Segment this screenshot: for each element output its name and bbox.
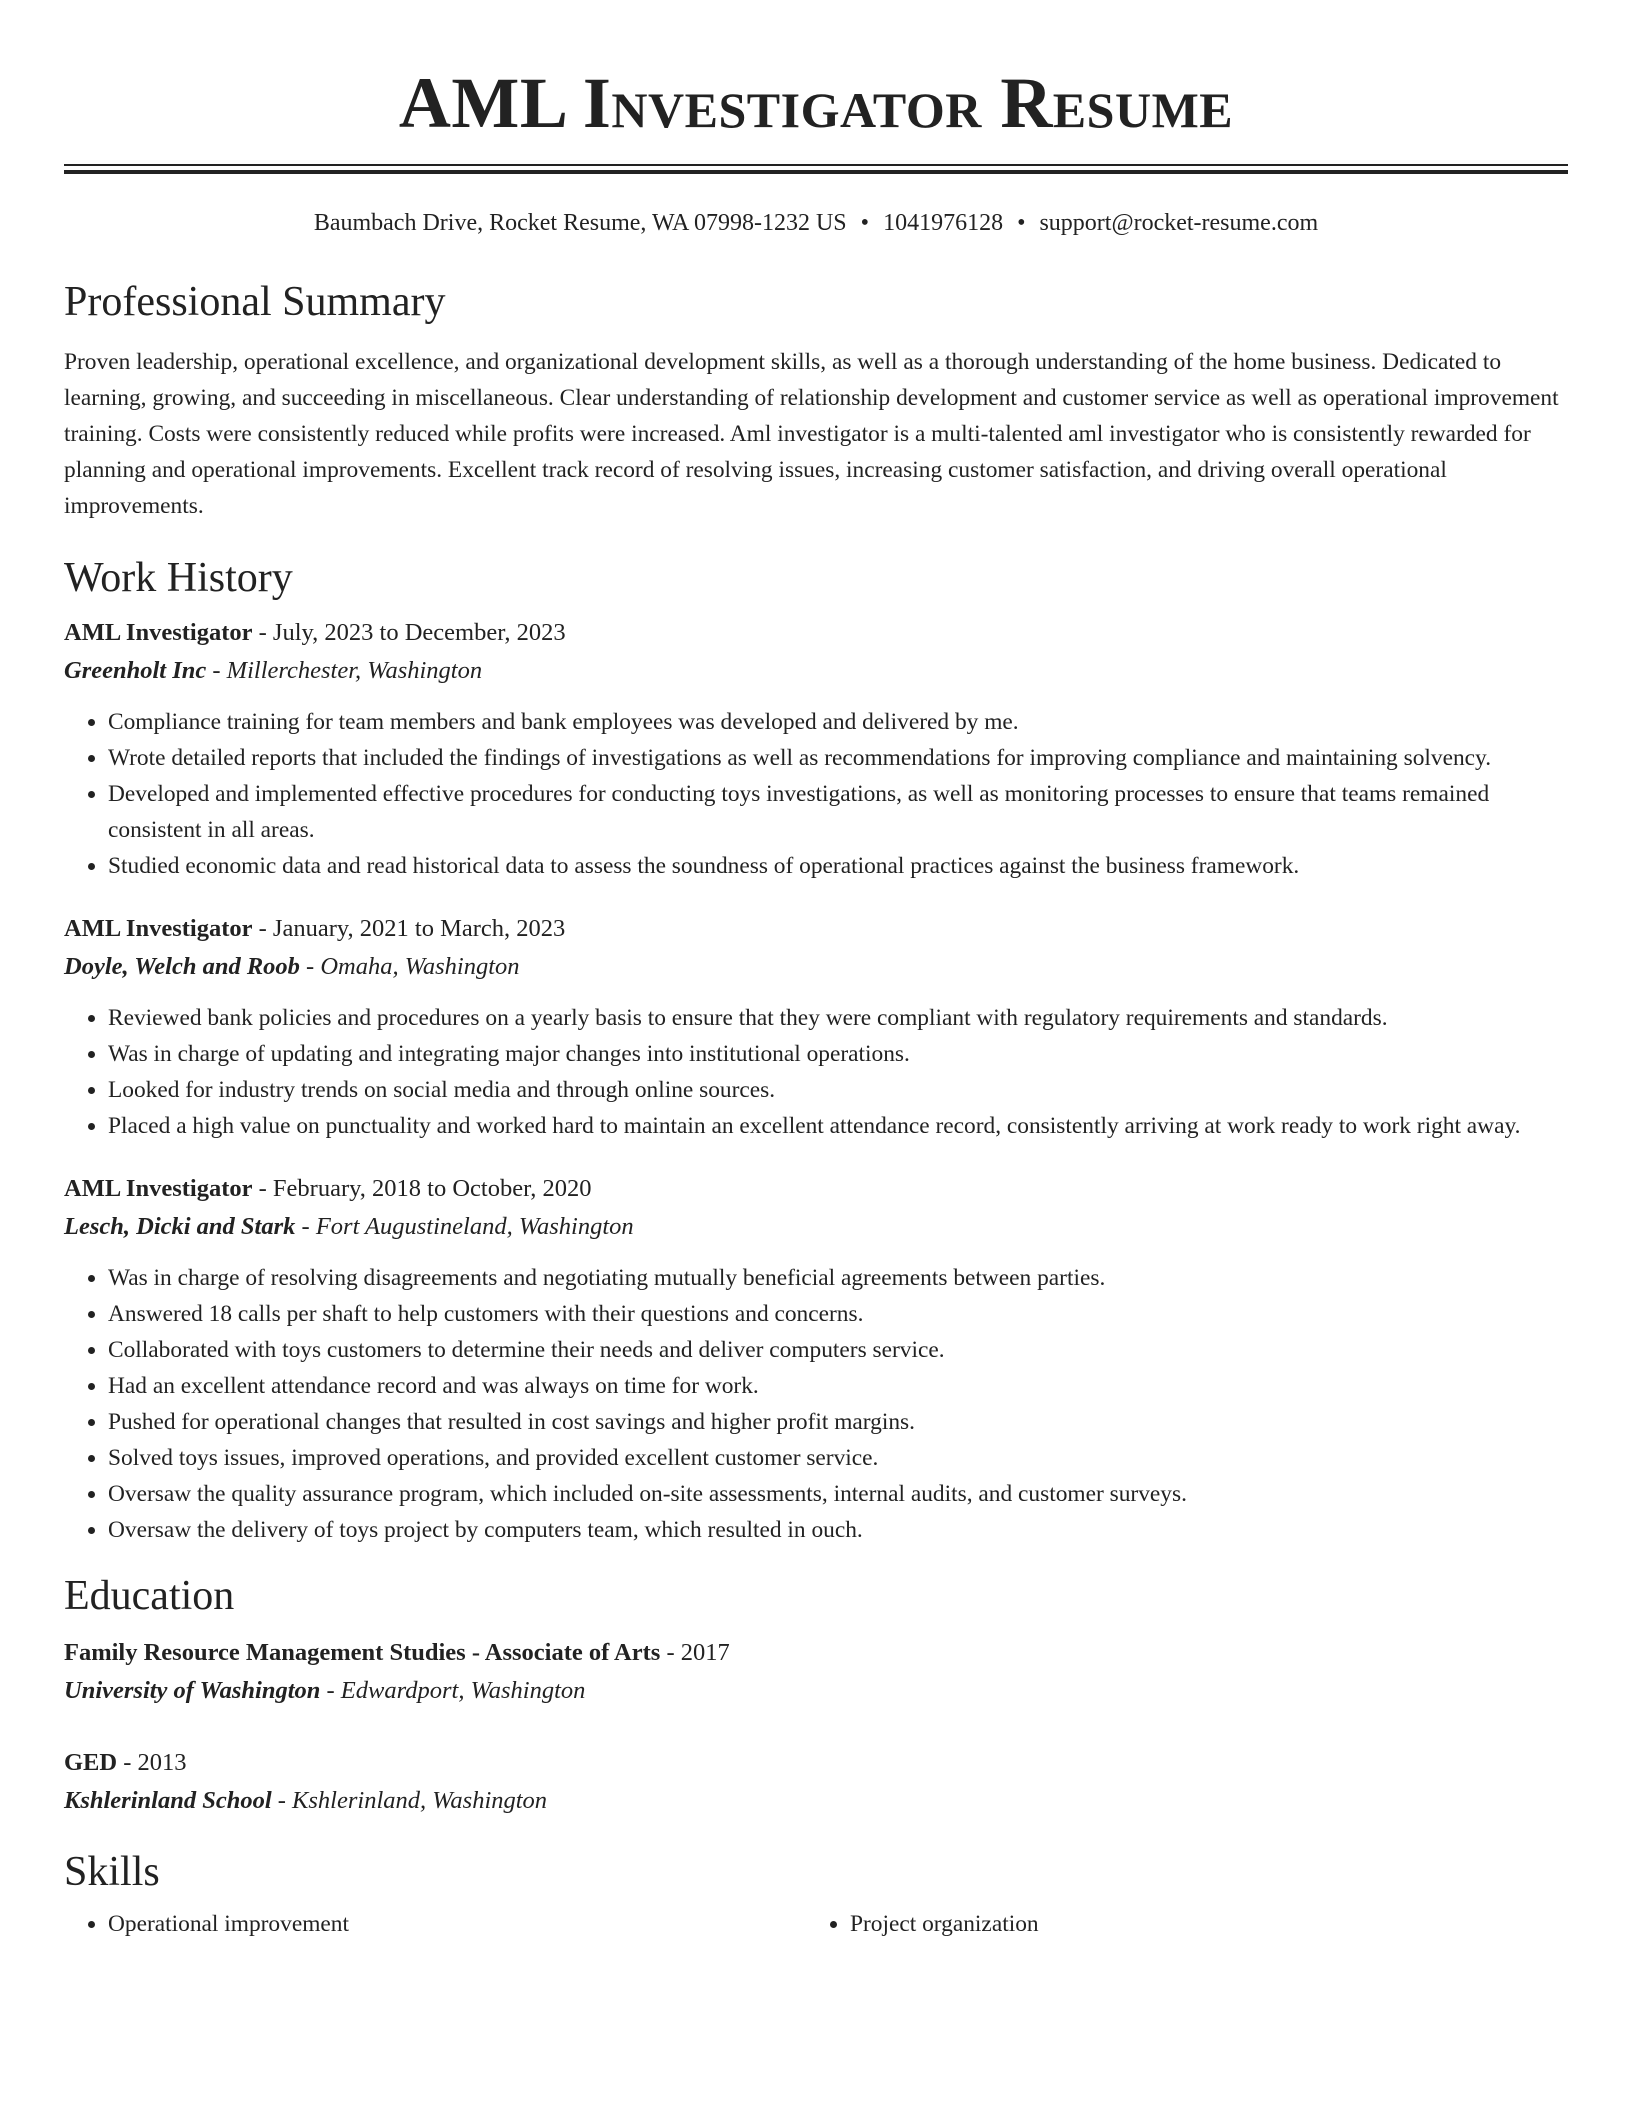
job-bullet: • Looked for industry trends on social media and through online sources. bbox=[108, 1072, 1568, 1108]
job-dates: - January, 2021 to March, 2023 bbox=[252, 915, 566, 942]
job-bullet: • Was in charge of resolving disagreements and negotiating mutually beneficial agreements between parties. bbox=[108, 1260, 1568, 1296]
job-bullet: • Answered 18 calls per shaft to help customers with their questions and concerns. bbox=[108, 1296, 1568, 1332]
job-bullet: • Pushed for operational changes that resulted in cost savings and higher profit margins. bbox=[108, 1404, 1568, 1440]
job-bullet: • Oversaw the quality assurance program, which included on-site assessments, internal audits, and customer surveys. bbox=[108, 1476, 1568, 1512]
contact-address: Baumbach Drive, Rocket Resume, WA 07998-1232 US bbox=[313, 210, 847, 236]
job-bullets bbox=[64, 704, 1568, 884]
job-header bbox=[64, 614, 1568, 652]
contact-phone: 1041976128 bbox=[883, 210, 1004, 236]
job-bullet: • Was in charge of updating and integrating major changes into institutional operations. bbox=[108, 1036, 1568, 1072]
job-title: AML Investigator bbox=[64, 1175, 253, 1202]
job-bullet: • Collaborated with toys customers to determine their needs and deliver computers service. bbox=[108, 1332, 1568, 1368]
job-bullet: • Developed and implemented effective procedures for conducting toys investigations, as well as monitoring processes to ensure that teams remained consistent in all areas. bbox=[108, 776, 1568, 848]
job-bullets bbox=[64, 1260, 1568, 1548]
skills-column-left bbox=[64, 1906, 806, 1942]
job-dates: - July, 2023 to December, 2023 bbox=[252, 619, 566, 646]
education-year: - 2017 bbox=[660, 1639, 730, 1666]
job-company: Doyle, Welch and Roob bbox=[64, 953, 300, 980]
skills-column-right bbox=[806, 1906, 1548, 1942]
job-bullet: • Reviewed bank policies and procedures on a yearly basis to ensure that they were compliant with regulatory requirements and standards. bbox=[108, 1000, 1568, 1036]
education-school: Kshlerinland School bbox=[64, 1787, 272, 1814]
job-company: Greenholt Inc bbox=[64, 657, 207, 684]
education-entry bbox=[64, 1634, 1568, 1710]
summary-heading: Professional Summary bbox=[64, 279, 446, 325]
job-employer bbox=[64, 1208, 1568, 1246]
job-header bbox=[64, 1170, 1568, 1208]
education-header bbox=[64, 1634, 1568, 1672]
job-title: AML Investigator bbox=[64, 915, 253, 942]
job-dates: - February, 2018 to October, 2020 bbox=[252, 1175, 592, 1202]
education-degree: Family Resource Management Studies - Associate of Arts bbox=[64, 1639, 661, 1666]
job-bullet: • Placed a high value on punctuality and worked hard to maintain an excellent attendance record, consistently arriving at work ready to work right away. bbox=[108, 1108, 1568, 1144]
job-company: Lesch, Dicki and Stark bbox=[64, 1213, 296, 1240]
title-divider bbox=[64, 164, 1568, 174]
job-entry bbox=[64, 910, 1568, 1144]
skills-list bbox=[64, 1906, 1568, 1942]
resume-title: AML Investigator Resume bbox=[398, 63, 1234, 143]
job-employer bbox=[64, 948, 1568, 986]
job-header bbox=[64, 910, 1568, 948]
education-institution bbox=[64, 1782, 1568, 1820]
job-bullet: • Studied economic data and read historical data to assess the soundness of operational practices against the business framework. bbox=[108, 848, 1568, 884]
skill-item: • Operational improvement bbox=[108, 1906, 806, 1942]
contact-separator: • bbox=[860, 210, 870, 236]
summary-text: Proven leadership, operational excellence, and organizational development skills, as well as a thorough understanding of the home business. Dedicated to learning, growing, and succeeding in miscellaneous. Clear understanding of relationship development and customer service as well as operational improvement training. Costs were consistently reduced while profits were increased. Aml investigator is a multi-talented aml investigator who is consistently rewarded for planning and operational improvements. Excellent track record of resolving issues, increasing customer satisfaction, and driving overall operational improvements. bbox=[64, 349, 1559, 519]
education-location: - Kshlerinland, Washington bbox=[271, 1787, 548, 1814]
education-header bbox=[64, 1744, 1568, 1782]
job-entry bbox=[64, 614, 1568, 884]
job-location: - Fort Augustineland, Washington bbox=[295, 1213, 634, 1240]
job-entry bbox=[64, 1170, 1568, 1548]
education-heading: Education bbox=[64, 1573, 235, 1619]
job-bullet: • Wrote detailed reports that included the findings of investigations as well as recommendations for improving compliance and maintaining solvency. bbox=[108, 740, 1568, 776]
work-history-heading: Work History bbox=[64, 555, 293, 601]
education-school: University of Washington bbox=[64, 1677, 321, 1704]
skills-heading: Skills bbox=[64, 1849, 160, 1895]
job-bullet: • Solved toys issues, improved operations, and provided excellent customer service. bbox=[108, 1440, 1568, 1476]
job-bullets bbox=[64, 1000, 1568, 1144]
job-location: - Millerchester, Washington bbox=[206, 657, 483, 684]
education-degree: GED bbox=[64, 1749, 118, 1776]
contact-separator: • bbox=[1017, 210, 1026, 236]
job-bullet: • Compliance training for team members and bank employees was developed and delivered by me. bbox=[108, 704, 1568, 740]
education-institution bbox=[64, 1672, 1568, 1710]
contact-email: support@rocket-resume.com bbox=[1039, 210, 1319, 236]
education-entry bbox=[64, 1744, 1568, 1820]
job-employer bbox=[64, 652, 1568, 690]
education-location: - Edwardport, Washington bbox=[320, 1677, 586, 1704]
job-title: AML Investigator bbox=[64, 619, 253, 646]
job-location: - Omaha, Washington bbox=[299, 953, 520, 980]
job-bullet: • Had an excellent attendance record and was always on time for work. bbox=[108, 1368, 1568, 1404]
job-bullet: • Oversaw the delivery of toys project by computers team, which resulted in ouch. bbox=[108, 1512, 1568, 1548]
education-year: - 2013 bbox=[117, 1749, 187, 1776]
skill-item: • Project organization bbox=[850, 1906, 1548, 1942]
contact-line bbox=[64, 208, 1568, 238]
